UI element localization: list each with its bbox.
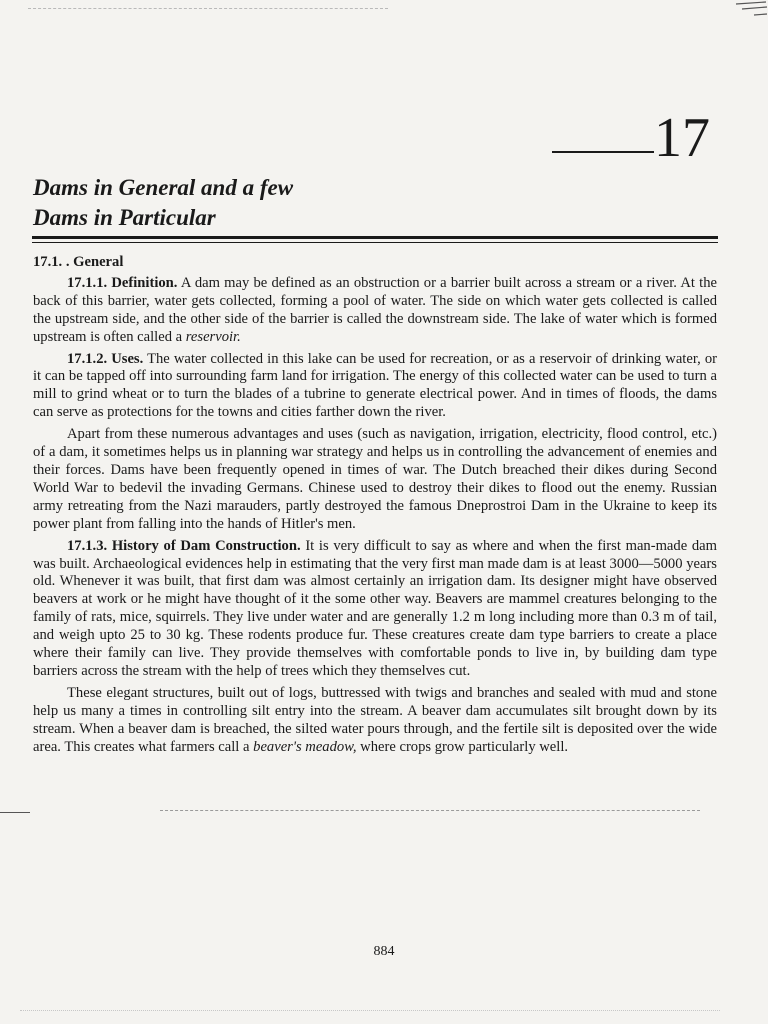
paragraph-text: A dam may be defined as an obstruction or a barrier built across a stream or a river. At the back of this barrier, water gets collected, forming a pool of water. The side on which water gets collected is called the upstream side, and the other side of the barrier is called the downstream side. The lake of water which is formed upstream is often called a [33, 274, 718, 345]
title-rule-thin [32, 242, 718, 243]
chapter-title [33, 173, 433, 233]
paragraph-text: Apart from these numerous advantages and uses (such as navigation, irrigation, electricity, flood control, etc.) of a dam, it sometimes helps us in planning war strategy and helps us in controlling the advancement of enemies and their forces. Dams have been frequently opened in times of war. The Dutch breached their dikes during Second World War to bedevil the invading Germans. Chinese used to destroy their dikes to flood out the enemy. Russian army retreating from the Nazi marauders, partly destroyed the famous Dneprostroi Dam in the Ukraine to keep its power plant from falling into the hands of Hitler's men. [33, 426, 717, 532]
scan-artifact-line [20, 1010, 720, 1011]
chapter-title-line-2: Dams in Particular [33, 205, 216, 230]
paragraph-italic-term: reservoir. [185, 328, 241, 345]
paragraph-italic-term: beaver's meadow, [253, 738, 357, 755]
paragraph-heading: 17.1.1. Definition. [67, 274, 178, 291]
margin-mark [0, 812, 30, 813]
paragraph-history [33, 538, 717, 681]
paragraph-definition [33, 275, 717, 347]
scan-artifact-line [160, 810, 700, 811]
paragraph-text: These elegant structures, built out of logs, buttressed with twigs and branches and sealed with mud and stone help us many a times in controlling silt entry into the stream. A beaver dam accumulates silt brought down by its stream. When a beaver dam is breached, the silted water pours through, and the fertile silt is deposited over the wide area. This creates what farmers call a [33, 684, 717, 755]
scan-artifact-line [28, 8, 388, 9]
chapter-number: 17 [654, 107, 710, 169]
scan-corner-artifact-icon [728, 0, 768, 22]
section-heading: 17.1. . General [33, 254, 124, 270]
chapter-number-block [548, 108, 728, 168]
page-number: 884 [373, 944, 395, 959]
paragraph-text: It is very difficult to say as where and when the first man-made dam was built. Archaeological evidences help in estimating that the very first man made dam is at least 3000—5000 years old. Whenever it was built, that first dam was almost certainly an irrigation dam. Its designer might have observed beavers at work or he might have thought of it the some other way. Beavers are mammel creatures belonging to the family of rats, mice, squirrels. They live under water and are generally 1.2 m long including more than 0.3 m of tail, and weigh upto 25 to 30 kg. These rodents produce fur. These creatures create dam type barriers to create a place where their family can live. They provide themselves with comfortable ponds to live in, by building dam type barriers across the stream with the help of trees which they themselves cut. [33, 537, 718, 679]
paragraph-uses [33, 351, 717, 423]
paragraph-heading: 17.1.3. History of Dam Construction. [67, 537, 301, 554]
chapter-number-rule [552, 151, 654, 153]
paragraph-heading: 17.1.2. Uses. [67, 350, 144, 367]
paragraph-text-tail: where crops grow particularly well. [356, 738, 569, 755]
paragraph-beaver-dams [33, 685, 717, 757]
chapter-title-line-1: Dams in General and a few [33, 175, 294, 200]
title-rule-thick [32, 236, 718, 239]
paragraph-war-uses [33, 426, 717, 533]
paragraph-text: The water collected in this lake can be used for recreation, or as a reservoir of drinking water, or it can be tapped off into surrounding farm land for irrigation. The energy of this collected water can be used to turn a mill to grind wheat or to turn the blades of a tubrine to generate electrical power. And in times of floods, the dams can serve as protections for the towns and cities farther down the river. [33, 350, 718, 421]
body-text [33, 254, 717, 758]
